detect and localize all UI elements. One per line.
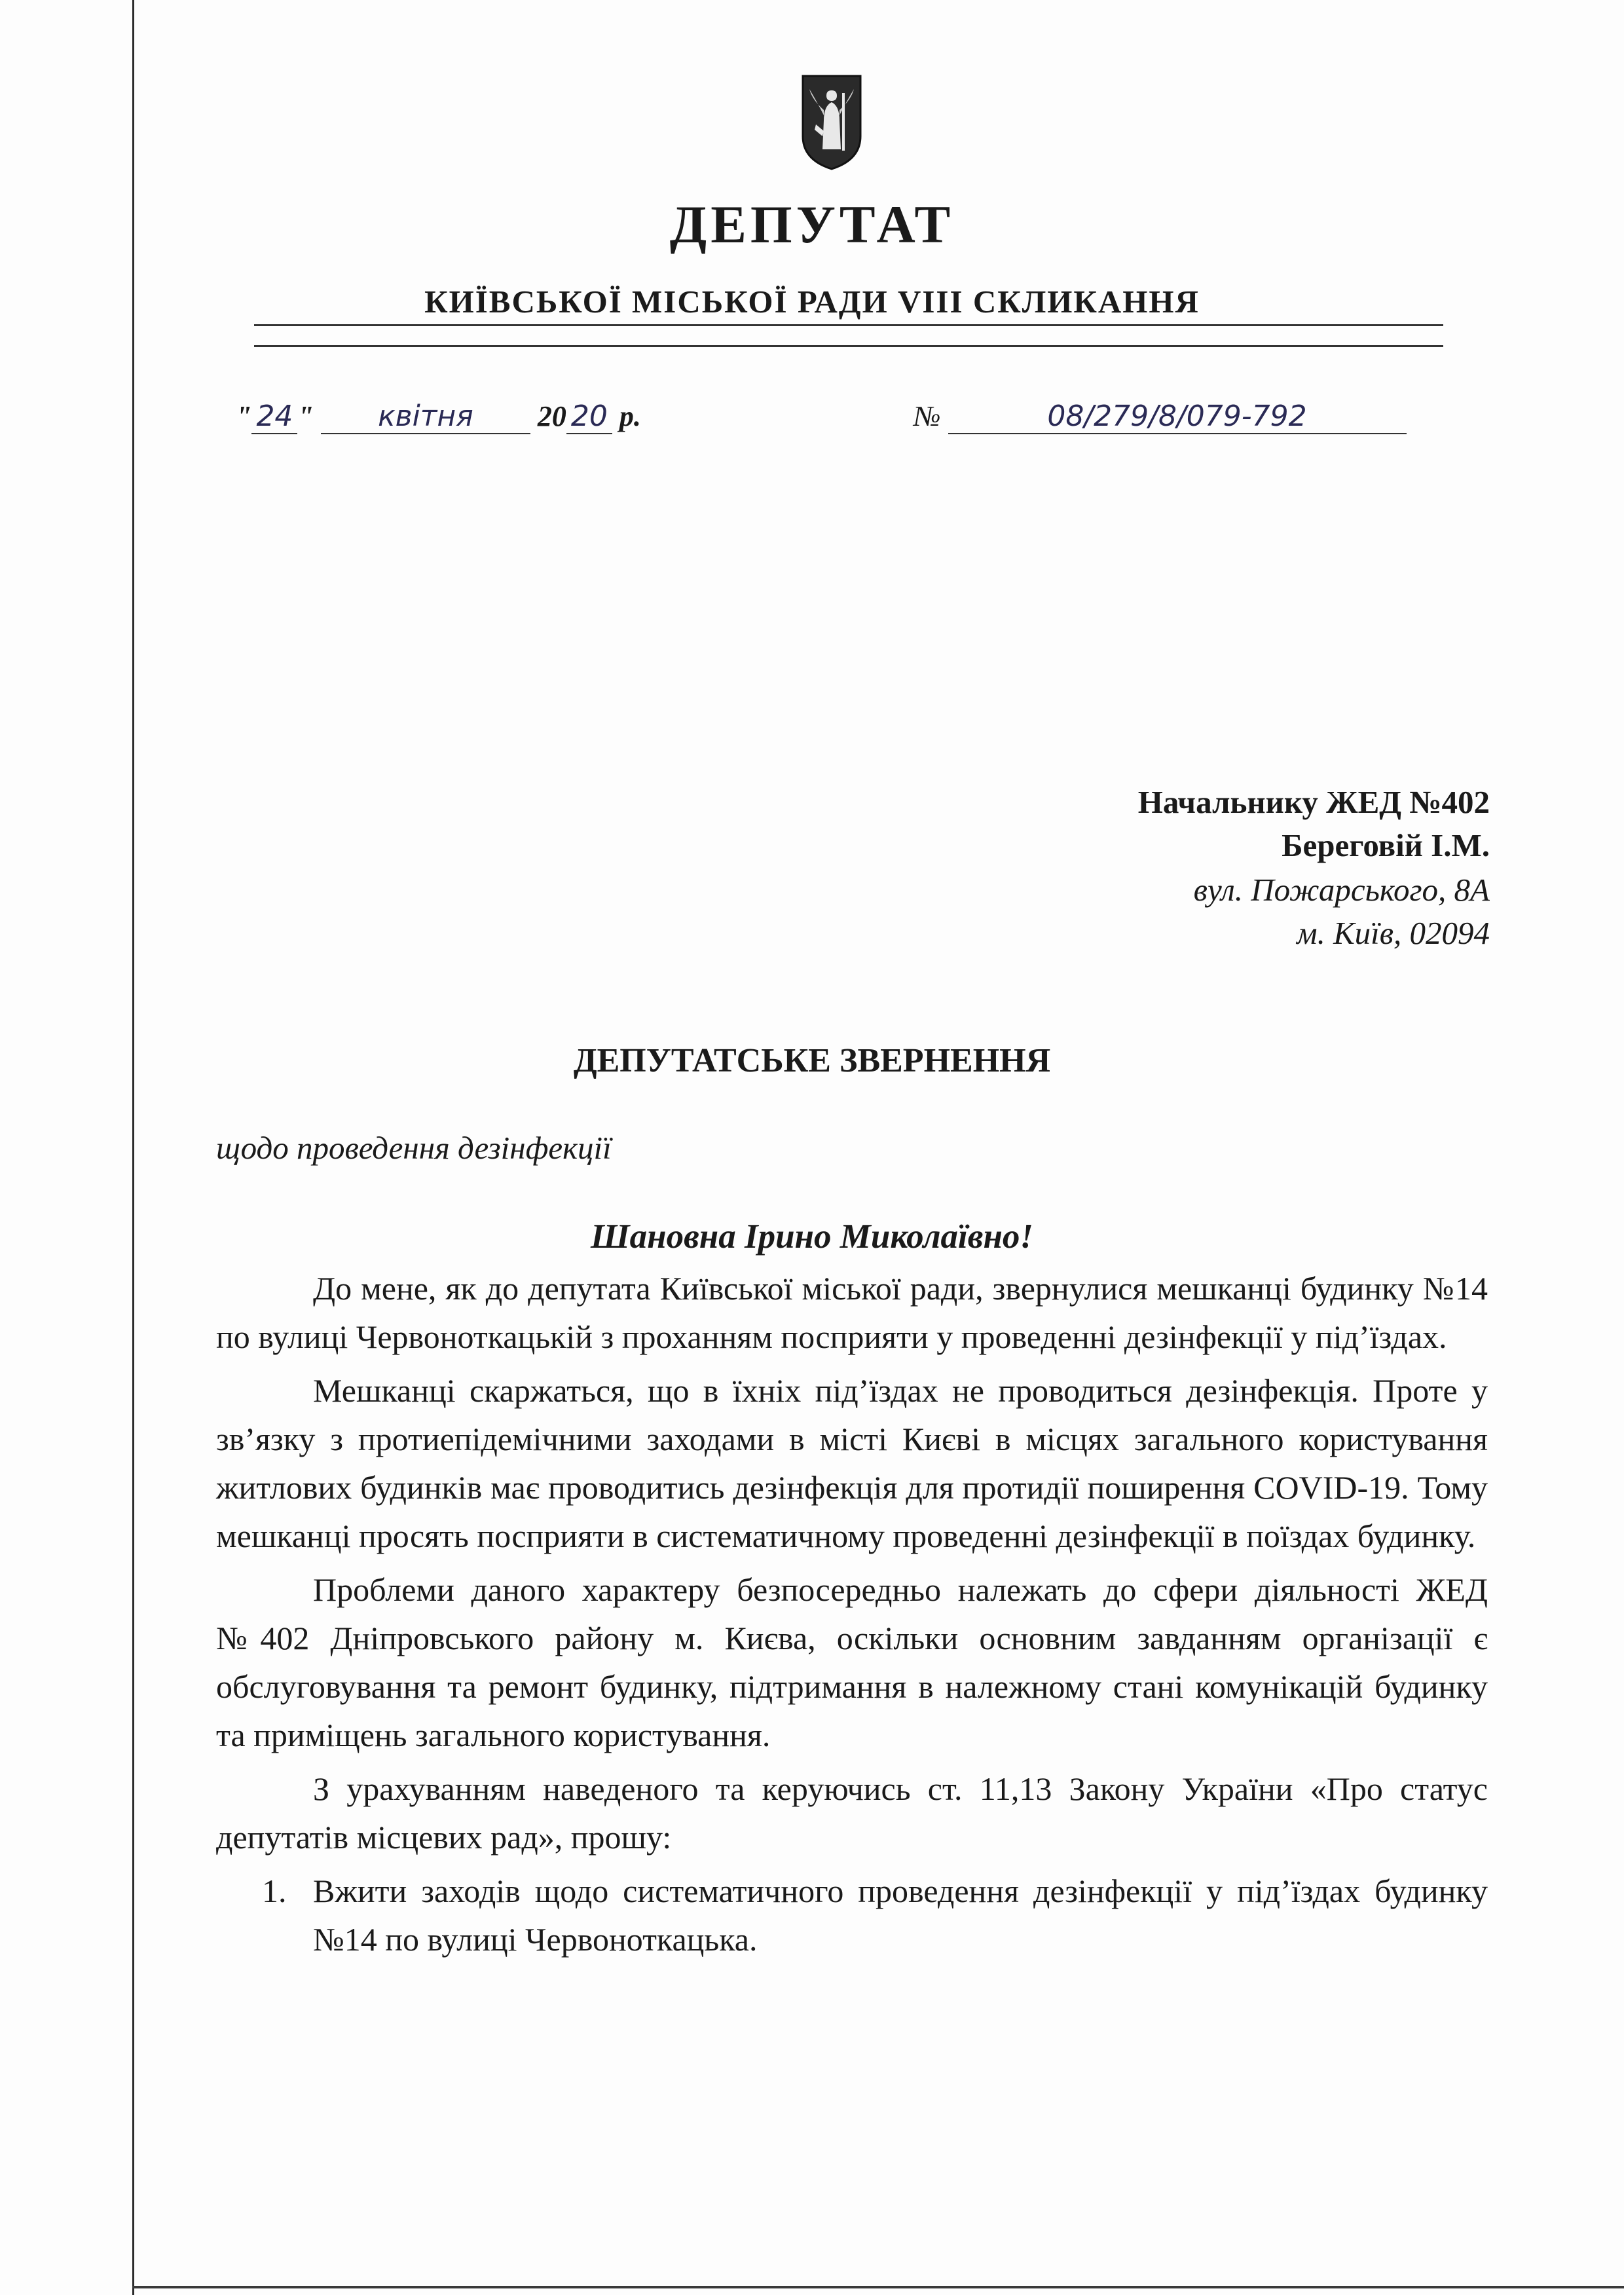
date-year-suffix: 20	[566, 400, 612, 434]
registration-value: 08/279/8/079-792	[948, 400, 1407, 434]
date-close-quote: "	[297, 400, 314, 432]
greeting: Шановна Ірино Миколаївно!	[590, 1218, 1033, 1256]
document-title: ДЕПУТАТСЬКЕ ЗВЕРНЕННЯ	[573, 1042, 1051, 1079]
list-item-number: 1.	[262, 1873, 287, 1909]
header-divider-top	[254, 324, 1443, 326]
page-left-edge	[132, 0, 134, 2295]
date-year-unit: р.	[619, 400, 641, 432]
registration-number	[913, 400, 1407, 434]
recipient-city: м. Київ, 02094	[1297, 915, 1490, 951]
recipient-street: вул. Пожарського, 8А	[1193, 872, 1490, 908]
recipient-position: Начальнику ЖЕД №402	[1137, 784, 1490, 820]
paragraph: До мене, як до депутата Київської міської ради, звернулися мешканці будинку №14 по вулиці Червоноткацькій з проханням посприяти у проведенні дезінфекції у під’їздах.	[216, 1270, 1488, 1355]
paragraph: Проблеми даного характеру безпосередньо належать до сфери діяльності ЖЕД №402 Дніпровського району м. Києва, оскільки основним завданням організації є обслуговування та ремонт будинку, підтримання в належному стані комунікацій будинку та приміщень загального користування.	[216, 1571, 1488, 1753]
header-divider-bottom	[254, 345, 1443, 347]
document-date	[236, 400, 641, 434]
council-subtitle: КИЇВСЬКОЇ МІСЬКОЇ РАДИ VIII СКЛИКАННЯ	[424, 284, 1200, 320]
date-day: 24	[251, 400, 297, 434]
paragraph: З урахуванням наведеного та керуючись ст. 11,13 Закону України «Про статус депутатів місцевих рад», прошу:	[216, 1770, 1488, 1856]
list-item-text: Вжити заходів щодо систематичного проведення дезінфекції у під’їздах будинку №14 по вулиці Червоноткацька.	[313, 1873, 1488, 1958]
date-open-quote: "	[236, 400, 252, 432]
page-bottom-edge	[132, 2286, 1624, 2288]
page-title: ДЕПУТАТ	[669, 195, 955, 254]
recipient-name: Береговій І.М.	[1282, 827, 1490, 863]
kyiv-coat-of-arms-icon	[800, 73, 863, 170]
registration-label: №	[913, 400, 941, 432]
list-item	[216, 1867, 1488, 1964]
date-month: квітня	[321, 400, 530, 434]
letter-body	[216, 1264, 1488, 1964]
document-subject: щодо проведення дезінфекції	[216, 1130, 612, 1166]
request-list	[216, 1867, 1488, 1964]
date-year-prefix: 20	[537, 400, 566, 432]
paragraph: Мешканці скаржаться, що в їхніх під’їздах не проводиться дезінфекція. Проте у зв’язку з протиепідемічними заходами в місті Києві в місцях загального користування житлових будинків має проводитись дезінфекція для протидії поширення COVID-19. Тому мешканці просять посприяти в систематичному проведенні дезінфекції в поїздах будинку.	[216, 1372, 1488, 1554]
